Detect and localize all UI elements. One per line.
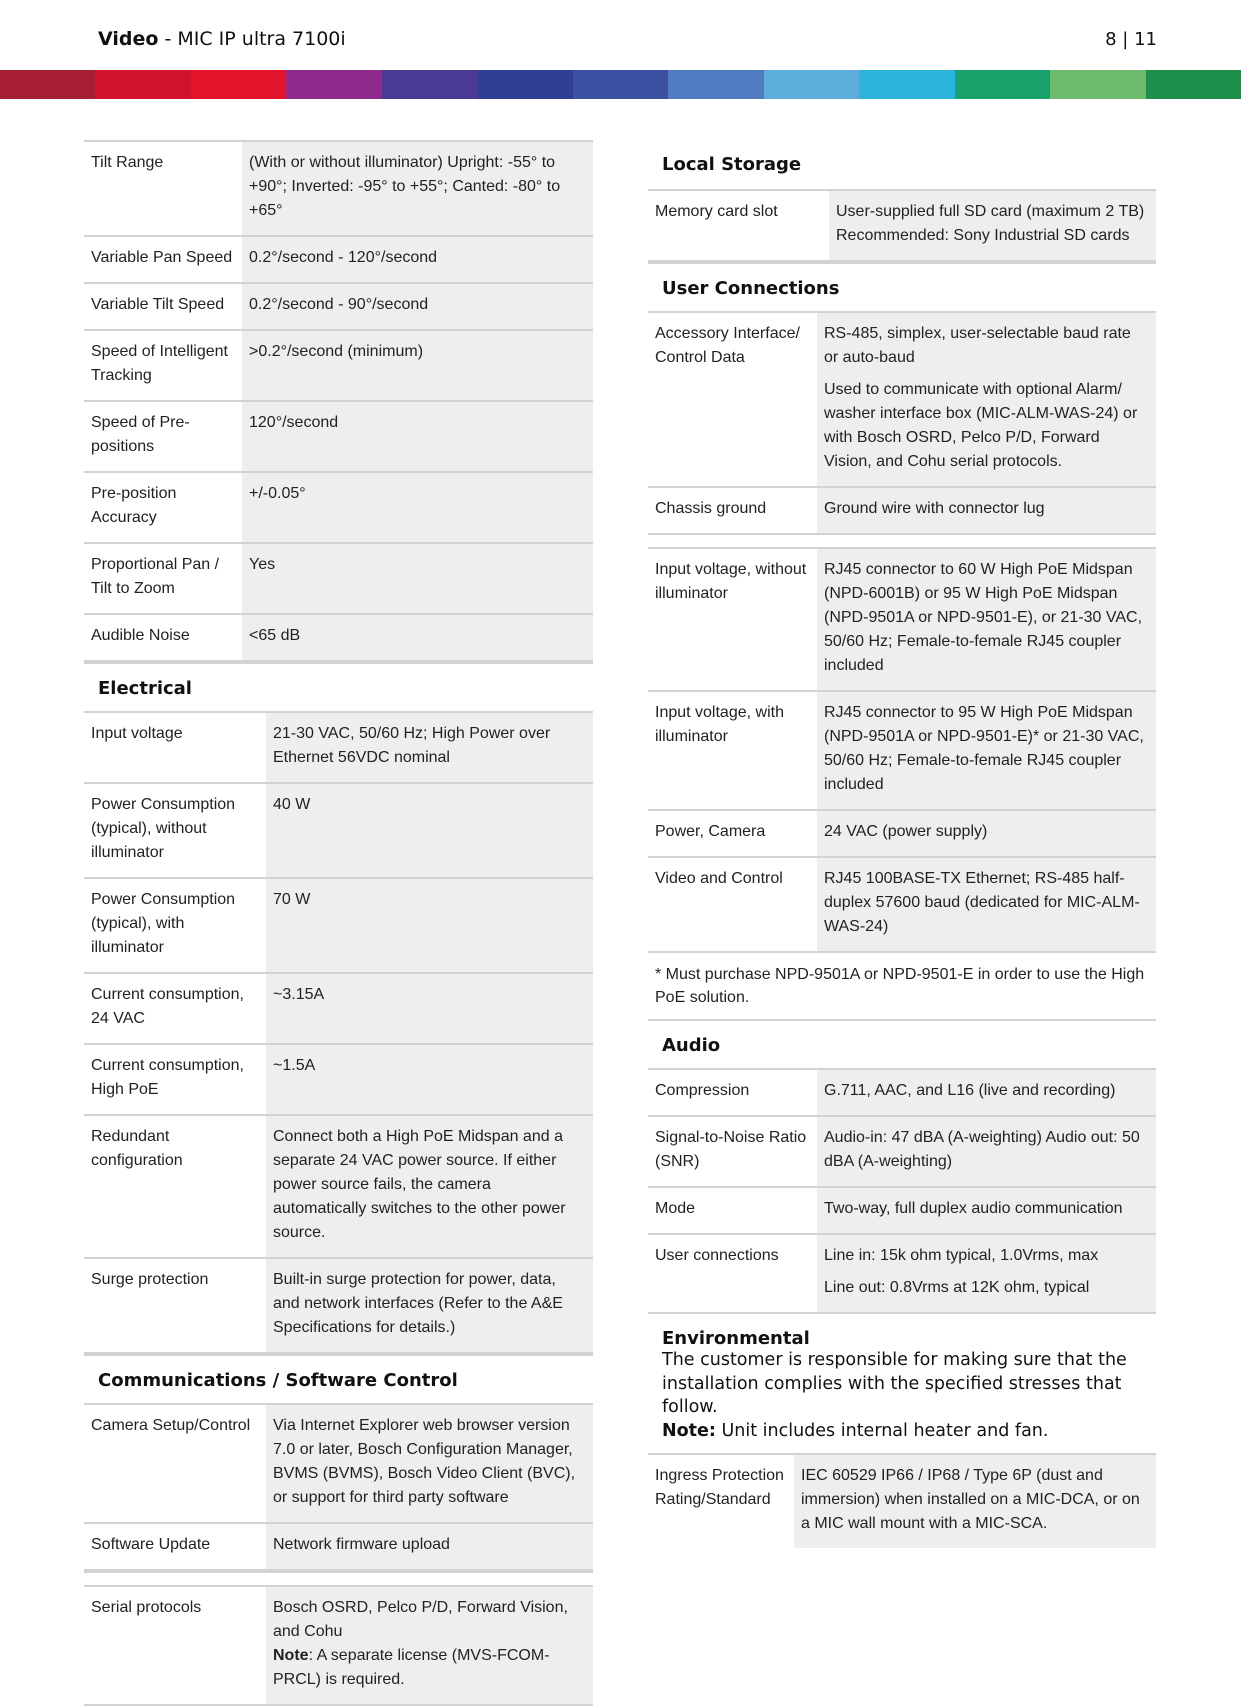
spec-row <box>84 1044 593 1115</box>
spec-label: Proportional Pan / Tilt to Zoom <box>84 543 242 614</box>
spec-row <box>648 312 1156 487</box>
spec-label: Speed of Pre-positions <box>84 401 242 472</box>
spec-label: Serial protocols <box>84 1586 266 1705</box>
document-title: Video - MIC IP ultra 7100i <box>98 28 346 50</box>
spec-value: >0.2°/second (minimum) <box>242 330 593 401</box>
spec-label: Redundant configuration <box>84 1115 266 1258</box>
spec-row <box>648 691 1156 810</box>
section-title-environmental: Environmental <box>662 1328 810 1349</box>
stripe-segment <box>764 70 859 99</box>
spec-value: ~3.15A <box>266 973 593 1044</box>
stripe-segment <box>382 70 477 99</box>
spec-row <box>84 330 593 401</box>
spec-label: Memory card slot <box>648 190 829 261</box>
spec-value: ~1.5A <box>266 1044 593 1115</box>
spec-label: Pre-position Accuracy <box>84 472 242 543</box>
spec-label: Tilt Range <box>84 141 242 236</box>
spec-value: RJ45 connector to 95 W High PoE Midspan (NPD-9501A or NPD-9501-E)* or 21-30 VAC, 50/60 Hz; Female-to-female RJ45 coupler included <box>817 691 1156 810</box>
stripe-segment <box>95 70 190 99</box>
spec-value: Line in: 15k ohm typical, 1.0Vrms, max Line out: 0.8Vrms at 12K ohm, typical <box>817 1234 1156 1313</box>
spec-row <box>648 1454 1156 1548</box>
spec-value: G.711, AAC, and L16 (live and recording) <box>817 1069 1156 1116</box>
spec-label: Power Consumption (typical), without illuminator <box>84 783 266 878</box>
section-title-local-storage: Local Storage <box>662 154 802 175</box>
spec-row <box>84 614 593 661</box>
spec-label: Power, Camera <box>648 810 817 857</box>
spec-label: Surge protection <box>84 1258 266 1353</box>
spec-row <box>648 810 1156 857</box>
spec-row <box>84 712 593 783</box>
spec-value: <65 dB <box>242 614 593 661</box>
spec-row <box>84 543 593 614</box>
stripe-segment <box>668 70 763 99</box>
spec-label: Current consumption, 24 VAC <box>84 973 266 1044</box>
spec-label: Video and Control <box>648 857 817 951</box>
spec-row <box>648 1069 1156 1116</box>
spacer <box>648 535 1156 547</box>
page-number: 8 | 11 <box>1105 29 1157 50</box>
spec-label: Input voltage, with illuminator <box>648 691 817 810</box>
spec-row <box>84 236 593 283</box>
spec-value: Ground wire with connector lug <box>817 487 1156 534</box>
spec-value: 40 W <box>266 783 593 878</box>
spec-value: Via Internet Explorer web browser version 7.0 or later, Bosch Configuration Manager, BVMS (BVMS), Bosch Video Client (BVC), or support for third party software <box>266 1404 593 1523</box>
section-title-audio: Audio <box>648 1019 1156 1068</box>
spec-value: IEC 60529 IP66 / IP68 / Type 6P (dust and immersion) when installed on a MIC-DCA, or on a MIC wall mount with a MIC-SCA. <box>794 1454 1156 1548</box>
stripe-segment <box>859 70 954 99</box>
stripe-segment <box>573 70 668 99</box>
spec-label: Accessory Interface/ Control Data <box>648 312 817 487</box>
spec-row <box>84 1523 593 1570</box>
spec-value: 0.2°/second - 120°/second <box>242 236 593 283</box>
spec-row <box>84 1258 593 1353</box>
spec-value: 21-30 VAC, 50/60 Hz; High Power over Ethernet 56VDC nominal <box>266 712 593 783</box>
communications-spec-table <box>84 1403 593 1571</box>
stripe-segment <box>0 70 95 99</box>
spec-value: RJ45 100BASE-TX Ethernet; RS-485 half-duplex 57600 baud (dedicated for MIC-ALM-WAS-24) <box>817 857 1156 951</box>
spec-label: Power Consumption (typical), with illuminator <box>84 878 266 973</box>
spec-row <box>648 487 1156 534</box>
color-stripe <box>0 70 1241 99</box>
spec-value: Network firmware upload <box>266 1523 593 1570</box>
spec-value: Audio-in: 47 dBA (A-weighting) Audio out: 50 dBA (A-weighting) <box>817 1116 1156 1187</box>
spec-value: User-supplied full SD card (maximum 2 TB) Recommended: Sony Industrial SD cards <box>829 190 1156 261</box>
spec-value: 0.2°/second - 90°/second <box>242 283 593 330</box>
spec-label: Input voltage <box>84 712 266 783</box>
spec-row <box>84 283 593 330</box>
spec-label: Variable Tilt Speed <box>84 283 242 330</box>
environmental-block <box>648 1314 1156 1453</box>
spec-row <box>84 141 593 236</box>
spec-row <box>84 401 593 472</box>
spec-row <box>84 1404 593 1523</box>
spec-row <box>648 548 1156 691</box>
spec-row <box>84 783 593 878</box>
spec-label: Ingress Protection Rating/Standard <box>648 1454 794 1548</box>
spec-label: Compression <box>648 1069 817 1116</box>
audio-spec-table <box>648 1068 1156 1314</box>
spec-value: (With or without illuminator) Upright: -55° to +90°; Inverted: -95° to +55°; Canted: -80° to +65° <box>242 141 593 236</box>
spec-row <box>84 1115 593 1258</box>
environmental-text: The customer is responsible for making sure that the installation complies with the specified stresses that follow. Note: Unit includes internal heater and fan. <box>662 1350 1127 1441</box>
spec-row <box>648 1234 1156 1313</box>
spec-label: Audible Noise <box>84 614 242 661</box>
section-title-communications: Communications / Software Control <box>84 1354 593 1403</box>
section-title-electrical: Electrical <box>84 662 593 711</box>
spec-row <box>648 1187 1156 1234</box>
storage-spec-table <box>648 189 1156 262</box>
stripe-segment <box>286 70 381 99</box>
spec-row <box>84 1586 593 1705</box>
stripe-segment <box>477 70 572 99</box>
serial-spec-table <box>84 1585 593 1706</box>
spec-label: Speed of Intelligent Tracking <box>84 330 242 401</box>
spec-label: Input voltage, without illuminator <box>648 548 817 691</box>
page-header <box>0 0 1241 70</box>
spec-value: 70 W <box>266 878 593 973</box>
stripe-segment <box>191 70 286 99</box>
spec-value: 120°/second <box>242 401 593 472</box>
footnote: * Must purchase NPD-9501A or NPD-9501-E in order to use the High PoE solution. <box>648 951 1156 1019</box>
left-column <box>84 140 593 1706</box>
spec-value: Bosch OSRD, Pelco P/D, Forward Vision, and Cohu Note: A separate license (MVS-FCOM-PRCL) is required. <box>266 1586 593 1705</box>
spec-value: Two-way, full duplex audio communication <box>817 1187 1156 1234</box>
spec-label: Chassis ground <box>648 487 817 534</box>
right-column <box>648 140 1156 1548</box>
spec-label: User connections <box>648 1234 817 1313</box>
spec-row <box>648 1116 1156 1187</box>
stripe-segment <box>955 70 1050 99</box>
section-title-user-connections: User Connections <box>648 262 1156 311</box>
stripe-segment <box>1050 70 1145 99</box>
spec-row <box>84 973 593 1044</box>
spec-value: RJ45 connector to 60 W High PoE Midspan (NPD-6001B) or 95 W High PoE Midspan (NPD-9501A or NPD-9501-E), or 21-30 VAC, 50/60 Hz; Female-to-female RJ45 coupler included <box>817 548 1156 691</box>
spec-label: Current consumption, High PoE <box>84 1044 266 1115</box>
spec-label: Signal-to-Noise Ratio (SNR) <box>648 1116 817 1187</box>
user-connections-spec-table <box>648 311 1156 535</box>
spec-row <box>84 878 593 973</box>
electrical-spec-table <box>84 711 593 1354</box>
divider <box>84 1571 593 1585</box>
spec-row <box>84 472 593 543</box>
spec-value: Built-in surge protection for power, data, and network interfaces (Refer to the A&E Specifications for details.) <box>266 1258 593 1353</box>
spec-value: 24 VAC (power supply) <box>817 810 1156 857</box>
spec-value: Connect both a High PoE Midspan and a separate 24 VAC power source. If either power source fails, the camera automatically switches to the other power source. <box>266 1115 593 1258</box>
spec-row <box>648 857 1156 951</box>
spec-value: Yes <box>242 543 593 614</box>
spec-label: Software Update <box>84 1523 266 1570</box>
environmental-spec-table <box>648 1453 1156 1548</box>
spec-value: +/-0.05° <box>242 472 593 543</box>
power-spec-table <box>648 547 1156 951</box>
spec-row <box>648 190 1156 261</box>
spec-label: Mode <box>648 1187 817 1234</box>
spec-value: RS-485, simplex, user-selectable baud rate or auto-baud Used to communicate with optional Alarm/ washer interface box (MIC-ALM-WAS-24) or with Bosch OSRD, Pelco P/D, Forward Vision, and Cohu serial protocols. <box>817 312 1156 487</box>
stripe-segment <box>1146 70 1241 99</box>
spec-label: Variable Pan Speed <box>84 236 242 283</box>
motion-spec-table <box>84 140 593 662</box>
spec-label: Camera Setup/Control <box>84 1404 266 1523</box>
